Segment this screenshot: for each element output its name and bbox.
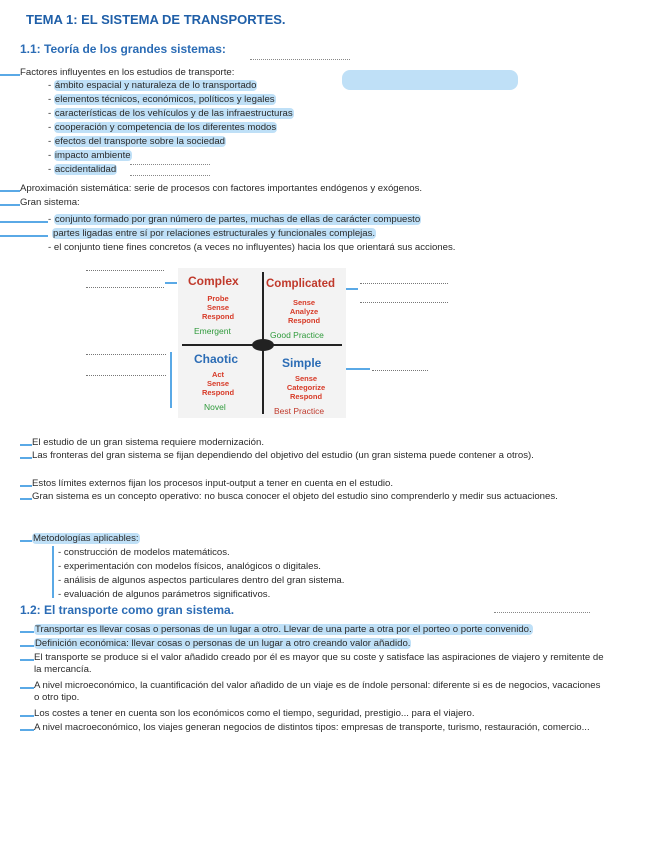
complicated-step: Analyze bbox=[289, 307, 319, 316]
after-diagram-item: Estos límites externos fijan los procesos input-output a tener en cuenta en el estudio. bbox=[32, 478, 394, 489]
complicated-steps bbox=[280, 298, 328, 325]
diagram-note-simple bbox=[372, 366, 428, 371]
transporte-item: A nivel macroeconómico, los viajes generan negocios de distintos tipos: empresas de transporte, turismo, restauración, comercio... bbox=[34, 722, 590, 733]
diagram-note-chaotic bbox=[86, 354, 166, 376]
complicated-practice: Good Practice bbox=[270, 330, 324, 340]
margin-bar bbox=[0, 190, 20, 192]
connector bbox=[170, 352, 172, 408]
transporte-item: El transporte se produce si el valor añadido creado por él es mayor que su coste y satisface las aspiraciones de viajero y remitente de la mercancía. bbox=[34, 652, 604, 675]
margin-bar bbox=[20, 457, 32, 459]
section-heading-1: 1.1: Teoría de los grandes sistemas: bbox=[20, 42, 226, 56]
margin-bar bbox=[20, 485, 32, 487]
factores-label: Factores influyentes en los estudios de transporte: bbox=[20, 67, 235, 78]
complex-steps bbox=[196, 294, 240, 321]
gran-sistema-item: partes ligadas entre sí por relaciones estructurales y funcionales complejas. bbox=[53, 228, 376, 239]
bracket bbox=[52, 546, 54, 598]
disorder-center bbox=[252, 339, 274, 351]
factores-item: - características de los vehículos y de las infraestructuras bbox=[48, 108, 293, 119]
aproximacion-text: Aproximación sistemática: serie de procesos con factores importantes endógenos y exógenos. bbox=[20, 183, 423, 194]
heading-note bbox=[250, 55, 350, 60]
cynefin-diagram bbox=[178, 268, 346, 418]
chaotic-step: Sense bbox=[206, 379, 230, 388]
margin-bar bbox=[20, 631, 34, 633]
metodologias-item: - evaluación de algunos parámetros significativos. bbox=[58, 589, 271, 600]
factores-side-note bbox=[342, 70, 518, 90]
margin-bar bbox=[20, 659, 34, 661]
margin-bar bbox=[0, 204, 20, 206]
simple-step: Sense bbox=[294, 374, 318, 383]
factores-item: - ámbito espacial y naturaleza de lo transportado bbox=[48, 80, 257, 91]
margin-bar bbox=[0, 221, 48, 223]
complex-step: Sense bbox=[206, 303, 230, 312]
transporte-item: Los costes a tener en cuenta son los económicos como el tiempo, seguridad, prestigio... para el viajero. bbox=[34, 708, 475, 719]
complicated-step: Respond bbox=[287, 316, 321, 325]
page-title: TEMA 1: EL SISTEMA DE TRANSPORTES. bbox=[26, 12, 286, 27]
simple-steps bbox=[280, 374, 332, 401]
diagram-note-complex bbox=[86, 270, 164, 288]
chaotic-practice: Novel bbox=[204, 402, 226, 412]
metodologias-item: - experimentación con modelos físicos, analógicos o digitales. bbox=[58, 561, 321, 572]
chaotic-step: Respond bbox=[201, 388, 235, 397]
gran-sistema-label: Gran sistema: bbox=[20, 197, 80, 208]
gran-sistema-item: - conjunto formado por gran número de partes, muchas de ellas de carácter compuesto bbox=[48, 214, 421, 225]
complex-title: Complex bbox=[188, 274, 239, 288]
complex-practice: Emergent bbox=[194, 326, 231, 336]
chaotic-title: Chaotic bbox=[194, 352, 239, 366]
transporte-item: A nivel microeconómico, la cuantificación del valor añadido de un viaje es de índole personal: diferente si es de negocios, vacaciones o otro tipo. bbox=[34, 680, 601, 703]
margin-bar bbox=[20, 444, 32, 446]
complicated-title: Complicated bbox=[266, 278, 336, 290]
margin-bar bbox=[20, 715, 34, 717]
margin-bar bbox=[20, 729, 34, 731]
simple-title: Simple bbox=[282, 356, 322, 370]
margin-bar bbox=[20, 498, 32, 500]
margin-bar bbox=[20, 540, 32, 542]
metodologias-item: - análisis de algunos aspectos particulares dentro del gran sistema. bbox=[58, 575, 345, 586]
connector bbox=[165, 282, 177, 284]
transporte-item: Transportar es llevar cosas o personas de un lugar a otro. Llevar de una parte a otra por el porteo o porte convenido. bbox=[35, 624, 532, 635]
section-heading-2: 1.2: El transporte como gran sistema. bbox=[20, 603, 235, 617]
margin-bar bbox=[20, 687, 34, 689]
diagram-note-complicated bbox=[360, 283, 448, 303]
complex-step: Probe bbox=[207, 294, 229, 303]
factores-item: - efectos del transporte sobre la sociedad bbox=[48, 136, 226, 147]
metodologias-item: - construcción de modelos matemáticos. bbox=[58, 547, 230, 558]
gran-sistema-item: - el conjunto tiene fines concretos (a veces no influyentes) hacia los que orientará sus acciones. bbox=[48, 242, 456, 253]
transporte-item: Definición económica: llevar cosas o personas de un lugar a otro creando valor añadido. bbox=[35, 638, 411, 649]
after-diagram-item: Gran sistema es un concepto operativo: no busca conocer el objeto del estudio sino comprenderlo y medir sus actuaciones. bbox=[32, 491, 558, 502]
chaotic-steps bbox=[196, 370, 240, 397]
after-diagram-item: El estudio de un gran sistema requiere modernización. bbox=[32, 437, 264, 448]
accidentalidad-note bbox=[130, 164, 210, 176]
metodologias-label: Metodologías aplicables: bbox=[33, 533, 139, 544]
factores-item: - cooperación y competencia de los diferentes modos bbox=[48, 122, 277, 133]
margin-bar bbox=[0, 235, 48, 237]
factores-item: - impacto ambiente bbox=[48, 150, 131, 161]
chaotic-step: Act bbox=[211, 370, 225, 379]
factores-item: - accidentalidad bbox=[48, 164, 117, 175]
simple-practice: Best Practice bbox=[274, 406, 325, 416]
factores-item: - elementos técnicos, económicos, políticos y legales bbox=[48, 94, 275, 105]
section2-note bbox=[494, 608, 590, 613]
margin-bar bbox=[0, 74, 20, 76]
margin-bar bbox=[20, 645, 34, 647]
complex-step: Respond bbox=[201, 312, 235, 321]
simple-step: Categorize bbox=[286, 383, 326, 392]
after-diagram-item: Las fronteras del gran sistema se fijan dependiendo del objetivo del estudio (un gran sistema puede contener a otros). bbox=[32, 450, 534, 461]
complicated-step: Sense bbox=[292, 298, 316, 307]
simple-step: Respond bbox=[289, 392, 323, 401]
